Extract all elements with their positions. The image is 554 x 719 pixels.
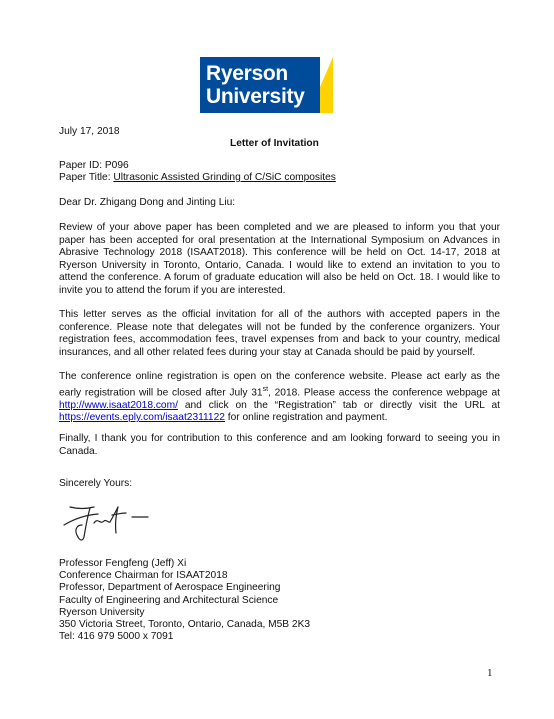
paragraph-line: attend the conference. A forum of graduate education will also be held on Oct. 18. I would like to (59, 272, 500, 284)
paragraph-line: Ryerson University in Toronto, Ontario, Canada. I would like to extend an invitation to you to (59, 259, 500, 271)
paragraph-line: Review of your above paper has been completed and we are pleased to inform you that your (59, 222, 500, 233)
logo-line-1: Ryerson (206, 62, 288, 85)
signer-phone: Tel: 416 979 5000 x 7091 (59, 631, 174, 643)
paper-title-line (59, 172, 336, 184)
signer-address: 350 Victoria Street, Toronto, Ontario, Canada, M5B 2K3 (59, 619, 311, 631)
paragraph-line: This letter serves as the official invitation for all of the authors with accepted papers in the (59, 309, 500, 320)
salutation: Dear Dr. Zhigang Dong and Jinting Liu: (59, 197, 236, 208)
logo-yellow-accent (320, 57, 333, 113)
paragraph-line: paper has been accepted for oral presentation at the International Symposium on Advances in (59, 234, 500, 246)
paragraph-review (59, 222, 500, 298)
paragraph-closing-thanks (59, 433, 500, 458)
paragraph-line: Abrasive Technology 2018 (ISAAT2018). This conference will be held on Oct. 14-17, 2018 at (59, 247, 500, 259)
paragraph-registration (59, 371, 500, 425)
paragraph-line: invite you to attend the forum if you are interested. (59, 284, 286, 296)
paragraph-line: insurances, and all other related fees during your stay at Canada should be paid by yourself. (59, 346, 476, 358)
paragraph-line: registration fees, accommodation fees, travel expenses from and back to your country, medical (59, 334, 500, 346)
paper-title-value: Ultrasonic Assisted Grinding of C/SiC composites (113, 172, 336, 183)
ryerson-university-logo (200, 57, 333, 113)
paragraph-line: The conference online registration is open on the conference website. Please act early as the (59, 371, 500, 382)
logo-line-2: University (206, 85, 305, 108)
text-segment: , 2018. Please access the conference webpage at (268, 386, 500, 398)
signer-role: Conference Chairman for ISAAT2018 (59, 570, 228, 582)
paragraph-line: conference. Please note that delegates will not be funded by the conference organizers. Your (59, 321, 500, 333)
logo-blue-box (200, 57, 320, 113)
conference-website-link[interactable]: http://www.isaat2018.com/ (59, 399, 178, 411)
registration-url-link[interactable]: https://events.eply.com/isaat2311122 (59, 412, 225, 424)
signer-department: Professor, Department of Aerospace Engineering (59, 582, 281, 594)
paragraph-line (59, 400, 500, 413)
page-number: 1 (487, 667, 493, 679)
text-segment: early registration will be closed after July 31 (59, 386, 263, 398)
closing: Sincerely Yours: (59, 478, 133, 489)
paragraph-line: Finally, I thank you for contribution to this conference and am looking forward to seeing you in (59, 433, 500, 444)
paragraph-line (59, 412, 500, 425)
signer-university: Ryerson University (59, 606, 145, 618)
signature-block (59, 558, 310, 643)
signer-name: Professor Fengfeng (Jeff) Xi (59, 558, 187, 569)
text-segment: and click on the “Registration” tab or directly visit the URL at (177, 399, 500, 411)
paper-title-label: Paper Title: (59, 172, 114, 183)
superscript: st (262, 385, 269, 393)
text-segment: for online registration and payment. (224, 412, 388, 424)
paragraph-official-invitation (59, 309, 500, 359)
signer-faculty: Faculty of Engineering and Architectural Science (59, 594, 279, 606)
paragraph-line (59, 384, 500, 400)
letter-date: July 17, 2018 (59, 126, 120, 137)
handwritten-signature (60, 495, 155, 545)
paragraph-line: Canada. (59, 445, 98, 457)
paper-id: Paper ID: P096 (59, 160, 129, 171)
letter-title: Letter of Invitation (230, 138, 319, 149)
